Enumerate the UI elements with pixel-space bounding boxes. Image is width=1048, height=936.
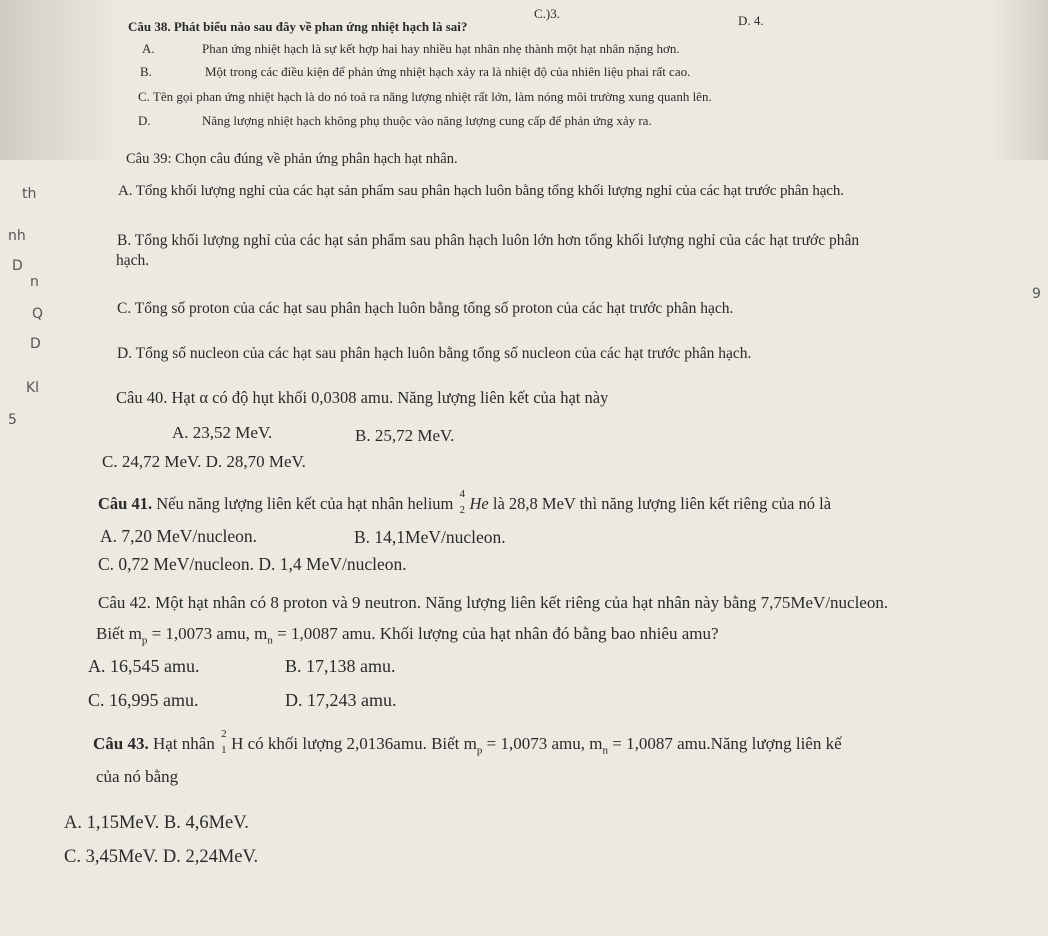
q38-option-a — [142, 41, 680, 57]
q43-proton-subscript: p — [476, 744, 483, 757]
q43-title — [93, 728, 842, 757]
q42-proton-subscript: p — [141, 634, 148, 647]
q41-option-a: A. 7,20 MeV/nucleon. — [100, 526, 257, 546]
q39-option-d: D. Tổng số nucleon của các hạt sau phân hạch luôn bằng tổng số nucleon của các hạt trước phân hạch. — [117, 345, 752, 362]
q41-label: Câu 41. — [98, 494, 153, 513]
helium-symbol — [458, 488, 470, 516]
q41-title-rest: là 28,8 MeV thì năng lượng liên kết riêng của nó là — [492, 494, 832, 513]
q38-option-d — [138, 113, 652, 129]
q43-title-a: có khối lượng 2,0136amu. Biết m — [247, 734, 477, 753]
margin-mark: 5 — [8, 412, 17, 428]
q42-given-post: = 1,0087 amu. Khối lượng của hạt nhân đó bằng bao nhiêu amu? — [272, 624, 719, 643]
q38-b-label: B. — [140, 64, 152, 79]
q43-title-b: = 1,0073 amu, m — [482, 734, 603, 753]
page-shadow-left — [0, 0, 120, 160]
helium-element: He — [469, 494, 489, 513]
q42-title: Câu 42. Một hạt nhân có 8 proton và 9 neutron. Năng lượng liên kết riêng của hạt nhân này bằng 7,75MeV/nucleon. — [98, 593, 889, 612]
q38-option-b — [140, 64, 690, 80]
margin-mark: n — [30, 274, 39, 290]
q42-option-b: B. 17,138 amu. — [285, 656, 396, 676]
q42-neutron-subscript: n — [267, 634, 273, 647]
q40-title: Câu 40. Hạt α có độ hụt khối 0,0308 amu. Năng lượng liên kết của hạt này — [116, 388, 609, 407]
q42-option-a: A. 16,545 amu. — [88, 656, 200, 676]
q41-option-cd: C. 0,72 MeV/nucleon. D. 1,4 MeV/nucleon. — [98, 554, 407, 574]
q39-option-c: C. Tổng số proton của các hạt sau phân hạch luôn bằng tổng số proton của các hạt trước phân hạch. — [117, 300, 734, 317]
margin-mark: th — [22, 186, 37, 202]
q43-title-c: = 1,0087 amu.Năng lượng liên kế — [607, 734, 842, 753]
q39-option-a: A. Tổng khối lượng nghỉ của các hạt sản phẩm sau phân hạch luôn bằng tổng khối lượng nghỉ của các hạt trước phân hạch. — [118, 183, 844, 199]
page-shadow-right — [988, 0, 1048, 160]
q43-neutron-subscript: n — [602, 744, 608, 757]
q43-option-ab: A. 1,15MeV. B. 4,6MeV. — [64, 813, 249, 833]
deuterium-element: H — [231, 734, 244, 753]
prev-option-d: D. 4. — [738, 13, 764, 28]
helium-mass-number: 4 — [459, 488, 466, 500]
deuterium-mass-number: 2 — [221, 728, 227, 740]
deuterium-atomic-number: 1 — [221, 744, 227, 756]
q43-title-text: Hạt nhân — [152, 734, 215, 753]
deuterium-symbol — [219, 728, 231, 756]
q40-option-cd: C. 24,72 MeV. D. 28,70 MeV. — [102, 452, 306, 471]
q38-a-text: Phan ứng nhiệt hạch là sự kết hợp hai hay nhiều hạt nhân nhẹ thành một hạt nhân nặng hơn. — [202, 41, 680, 56]
q43-line2: của nó bằng — [96, 767, 179, 786]
q38-d-label: D. — [138, 113, 151, 128]
q43-option-cd: C. 3,45MeV. D. 2,24MeV. — [64, 847, 259, 867]
margin-mark: D — [12, 258, 23, 274]
margin-mark: D — [30, 336, 41, 352]
q41-option-b: B. 14,1MeV/nucleon. — [354, 527, 506, 547]
margin-mark: nh — [8, 228, 26, 244]
q39-option-b-line2: hạch. — [116, 252, 150, 269]
prev-option-c: C.)3. — [534, 6, 560, 21]
q39-option-b-line1: B. Tổng khối lượng nghỉ của các hạt sản phẩm sau phân hạch luôn lớn hơn tổng khối lượng nghỉ của các hạt trước phân — [117, 232, 860, 249]
q42-option-c: C. 16,995 amu. — [88, 690, 199, 710]
q42-option-d: D. 17,243 amu. — [285, 690, 397, 710]
q38-a-label: A. — [142, 41, 155, 56]
q38-option-c: C. Tên gọi phan ứng nhiệt hạch là do nó toả ra năng lượng nhiệt rất lớn, làm nóng môi trường xung quanh lên. — [138, 89, 712, 104]
q41-title — [98, 488, 832, 516]
margin-mark: Kl — [26, 380, 40, 396]
helium-atomic-number: 2 — [459, 504, 466, 516]
q40-option-b: B. 25,72 MeV. — [355, 426, 455, 445]
q42-given — [96, 624, 719, 646]
q41-title-text: Nếu năng lượng liên kết của hạt nhân helium — [156, 494, 454, 513]
q42-given-pre: Biết m — [96, 624, 142, 643]
q38-d-text: Năng lượng nhiệt hạch không phụ thuộc vào năng lượng cung cấp để phản ứng xảy ra. — [202, 113, 652, 128]
q42-given-mid: = 1,0073 amu, m — [147, 624, 268, 643]
q39-title: Câu 39: Chọn câu đúng về phản ứng phân hạch hạt nhân. — [126, 151, 458, 167]
q38-b-text: Một trong các điều kiện để phản ứng nhiệt hạch xảy ra là nhiệt độ của nhiên liệu phai rất cao. — [205, 64, 691, 79]
margin-mark: Q — [32, 306, 44, 322]
q40-option-a: A. 23,52 MeV. — [172, 423, 273, 442]
margin-mark: 9 — [1032, 286, 1041, 302]
q43-label: Câu 43. — [93, 734, 149, 753]
q38-title: Câu 38. Phát biểu nào sau đây về phan ứng nhiệt hạch là sai? — [128, 19, 468, 34]
